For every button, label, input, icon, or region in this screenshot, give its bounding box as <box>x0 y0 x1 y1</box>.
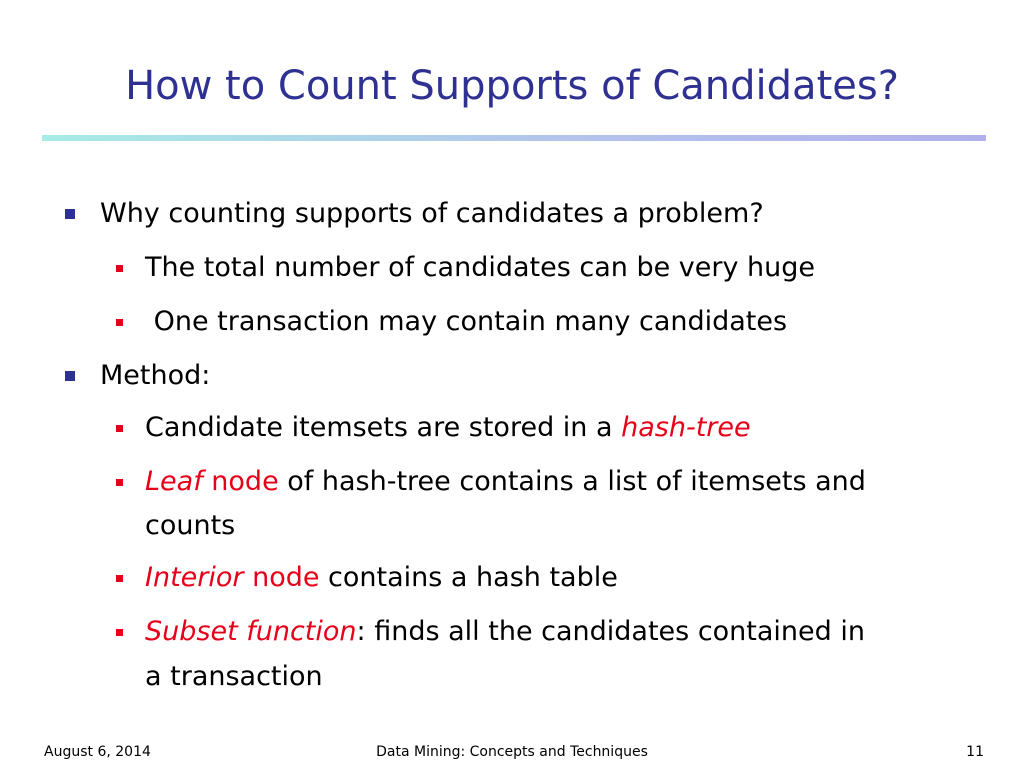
bullet-text: of hash-tree contains a list of itemsets and <box>278 466 866 497</box>
bullet-text: counts <box>145 510 236 541</box>
leaf-term: Leaf <box>145 466 203 497</box>
bullet-square-icon <box>116 319 123 326</box>
footer-date: August 6, 2014 <box>44 744 151 760</box>
node-term: node <box>243 562 320 593</box>
node-term: node <box>202 466 279 497</box>
bullet-text: contains a hash table <box>319 562 618 593</box>
interior-term: Interior <box>145 562 244 593</box>
bullet-square-icon <box>116 479 123 486</box>
bullet-text: Method: <box>100 360 211 391</box>
bullet-leaf-node-continuation <box>145 503 235 549</box>
bullet-why-counting <box>100 191 764 237</box>
bullet-total-number <box>145 245 815 291</box>
bullet-square-icon <box>116 265 123 272</box>
bullet-subset-function <box>145 609 865 655</box>
bullet-text: : finds all the candidates contained in <box>356 616 865 647</box>
slide-title: How to Count Supports of Candidates? <box>125 63 899 109</box>
bullet-square-icon <box>65 371 75 381</box>
footer-course-title: Data Mining: Concepts and Techniques <box>376 744 648 760</box>
bullet-one-transaction <box>145 299 787 345</box>
bullet-square-icon <box>116 425 123 432</box>
bullet-text: One transaction may contain many candidates <box>145 306 788 337</box>
bullet-interior-node <box>145 555 618 601</box>
bullet-subset-function-continuation <box>145 654 323 700</box>
hash-tree-term: hash-tree <box>621 412 751 443</box>
bullet-square-icon <box>116 629 123 636</box>
subset-function-term: Subset function <box>145 616 357 647</box>
bullet-text: Why counting supports of candidates a problem? <box>100 198 764 229</box>
bullet-text: Candidate itemsets are stored in a <box>145 412 622 443</box>
bullet-text: The total number of candidates can be very huge <box>145 252 816 283</box>
bullet-method <box>100 353 210 399</box>
bullet-square-icon <box>116 575 123 582</box>
bullet-square-icon <box>65 209 75 219</box>
bullet-text: a transaction <box>145 661 323 692</box>
title-divider <box>42 135 986 141</box>
bullet-candidate-itemsets <box>145 405 751 451</box>
bullet-leaf-node <box>145 459 866 505</box>
footer-page-number: 11 <box>966 744 984 760</box>
